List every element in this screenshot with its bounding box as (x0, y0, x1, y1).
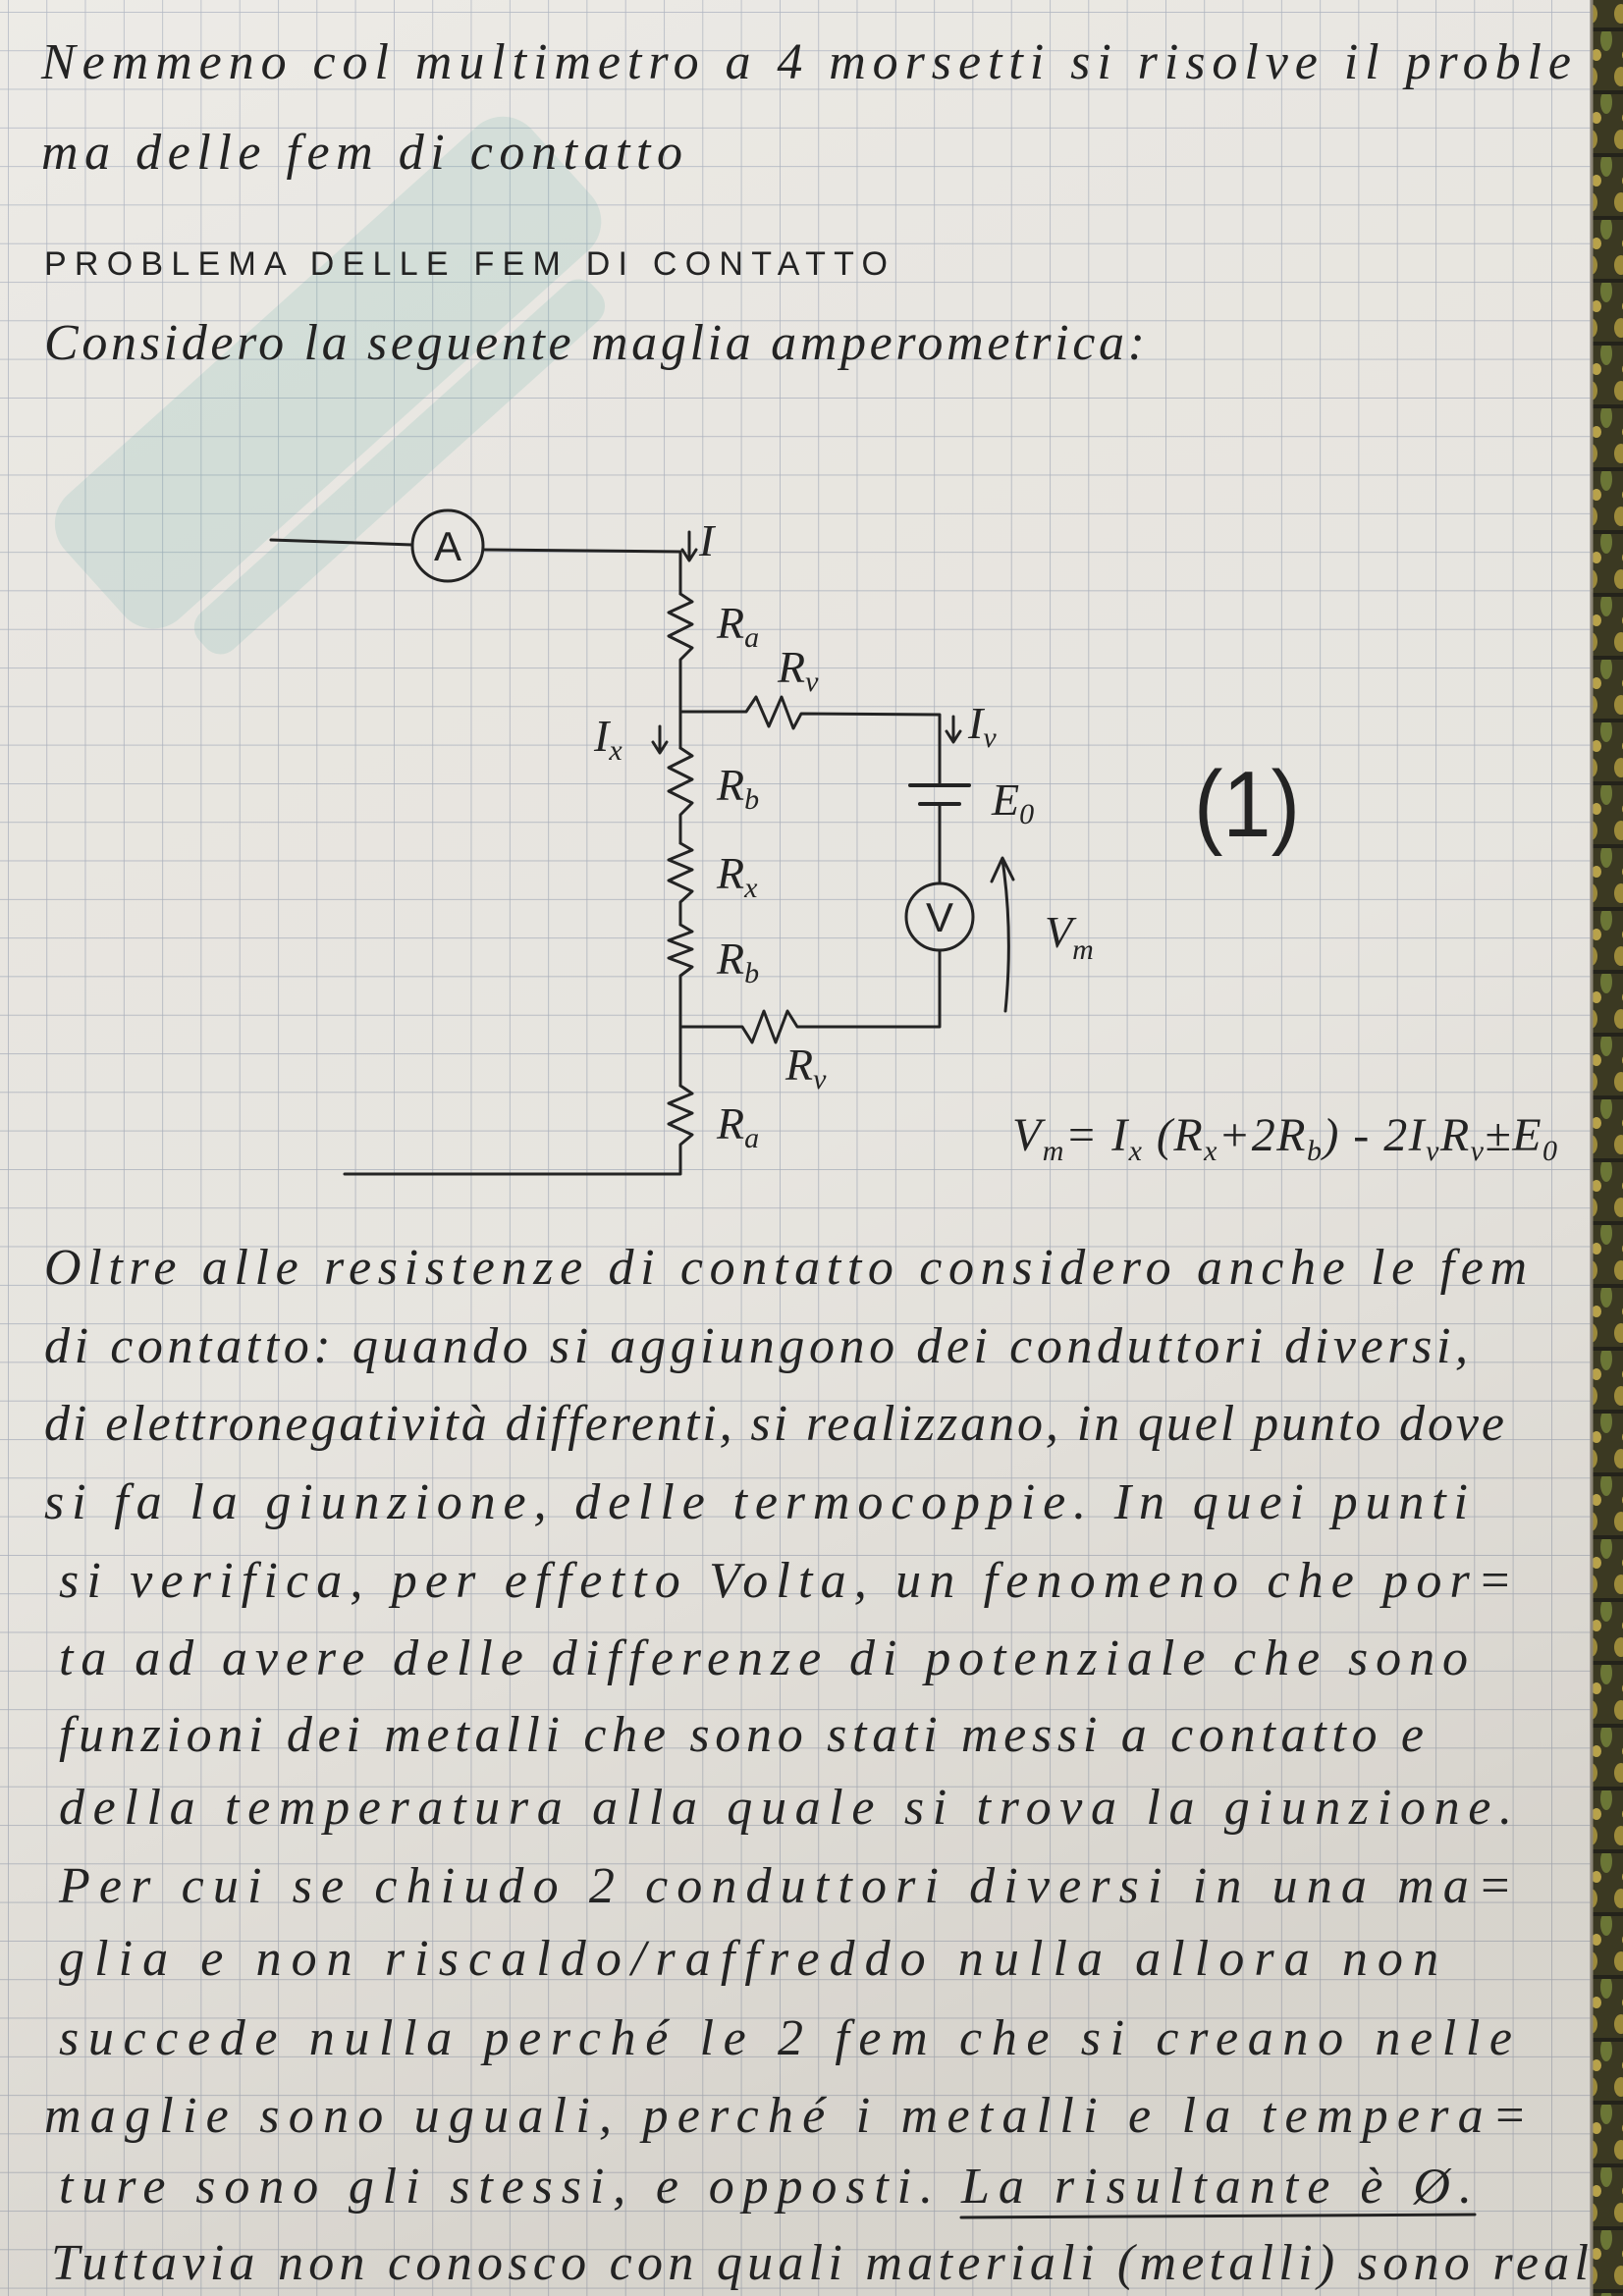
paragraph-line: si verifica, per effetto Volta, un fenomeno che por= (59, 1553, 1512, 1609)
label-ra-bottom-main: R (717, 1098, 745, 1148)
voltmeter-label: V (925, 894, 954, 940)
label-rb-top-sub: b (744, 783, 760, 816)
paragraph-line: ture sono gli stessi, e opposti. (59, 2159, 933, 2215)
eq-part-4: (R (1143, 1109, 1203, 1161)
paragraph-line: di elettronegatività differenti, si realizzano, in quel punto dove (44, 1396, 1504, 1452)
paragraph-line: della temperatura alla quale si trova la giunzione. (59, 1780, 1513, 1836)
eq-part-3: x (1128, 1135, 1142, 1167)
paragraph-line: succede nulla perché le 2 fem che si creano nelle (59, 2010, 1512, 2066)
paragraph-line: ta ad avere delle differenze di potenziale che sono (59, 1630, 1468, 1686)
fabric-background (1593, 0, 1623, 2296)
label-rb-bottom-main: R (717, 934, 745, 984)
eq-part-0: V (1012, 1109, 1042, 1161)
label-ra-top-sub: a (744, 621, 760, 654)
label-ix-sub: x (609, 734, 622, 767)
paragraph-line: si fa la giunzione, delle termocoppie. In quei punti (44, 1474, 1468, 1530)
label-ra-bottom-sub: a (744, 1122, 760, 1154)
eq-part-1: m (1042, 1135, 1064, 1167)
label-rv-top-sub: v (805, 666, 819, 698)
paragraph-line: maglie sono uguali, perché i metalli e la tempera= (44, 2088, 1527, 2144)
ammeter-label: A (433, 523, 462, 569)
label-rx-main: R (717, 848, 745, 898)
label-rb-top-main: R (717, 760, 745, 810)
paragraph-line: Per cui se chiudo 2 conduttori diversi in una ma= (59, 1858, 1512, 1914)
label-e0-main: E (992, 774, 1020, 825)
label-vm-sub: m (1072, 934, 1094, 966)
circuit-intro: Considero la seguente maglia amperometrica: (44, 315, 1145, 371)
eq-part-12: ±E (1485, 1109, 1542, 1161)
current-i-label: I (699, 515, 715, 565)
paragraph-conclusion: La risultante è Ø. (961, 2159, 1472, 2215)
label-ra-top-main: R (717, 598, 745, 648)
eq-part-6: +2R (1217, 1109, 1306, 1161)
eq-part-2: = I (1064, 1109, 1128, 1161)
label-rv-bottom-sub: v (813, 1063, 827, 1095)
paragraph-line: funzioni dei metalli che sono stati messi a contatto e (59, 1707, 1424, 1763)
section-heading: PROBLEMA DELLE FEM DI CONTATTO (44, 245, 889, 283)
eq-part-13: 0 (1542, 1135, 1557, 1167)
paragraph-line: Tuttavia non conosco con quali materiali (metalli) sono real (51, 2235, 1589, 2291)
intro-line-2: ma delle fem di contatto (41, 125, 682, 181)
paragraph-line: di contatto: quando si aggiungono dei conduttori diversi, (44, 1318, 1468, 1374)
label-rx-sub: x (744, 872, 758, 904)
label-iv-sub: v (983, 721, 997, 754)
label-ix-main: I (594, 711, 610, 761)
eq-part-8: ) - 2I (1323, 1109, 1425, 1161)
eq-part-11: v (1470, 1135, 1484, 1167)
label-rb-bottom-sub: b (744, 957, 760, 989)
figure-number: (1) (1194, 752, 1300, 857)
label-e0-sub: 0 (1019, 798, 1035, 830)
label-vm-main: V (1045, 907, 1073, 957)
eq-part-5: x (1204, 1135, 1217, 1167)
eq-part-7: b (1306, 1135, 1322, 1167)
intro-line-1: Nemmeno col multimetro a 4 morsetti si risolve il proble (41, 34, 1571, 90)
label-rv-bottom-main: R (785, 1040, 814, 1090)
eq-part-9: v (1426, 1135, 1439, 1167)
eq-part-10: R (1439, 1109, 1470, 1161)
paragraph-line: glia e non riscaldo/raffreddo nulla allora non (59, 1931, 1438, 1987)
label-iv-main: I (968, 698, 984, 748)
label-rv-top-main: R (778, 642, 806, 692)
paragraph-line: Oltre alle resistenze di contatto considero anche le fem (44, 1240, 1528, 1296)
